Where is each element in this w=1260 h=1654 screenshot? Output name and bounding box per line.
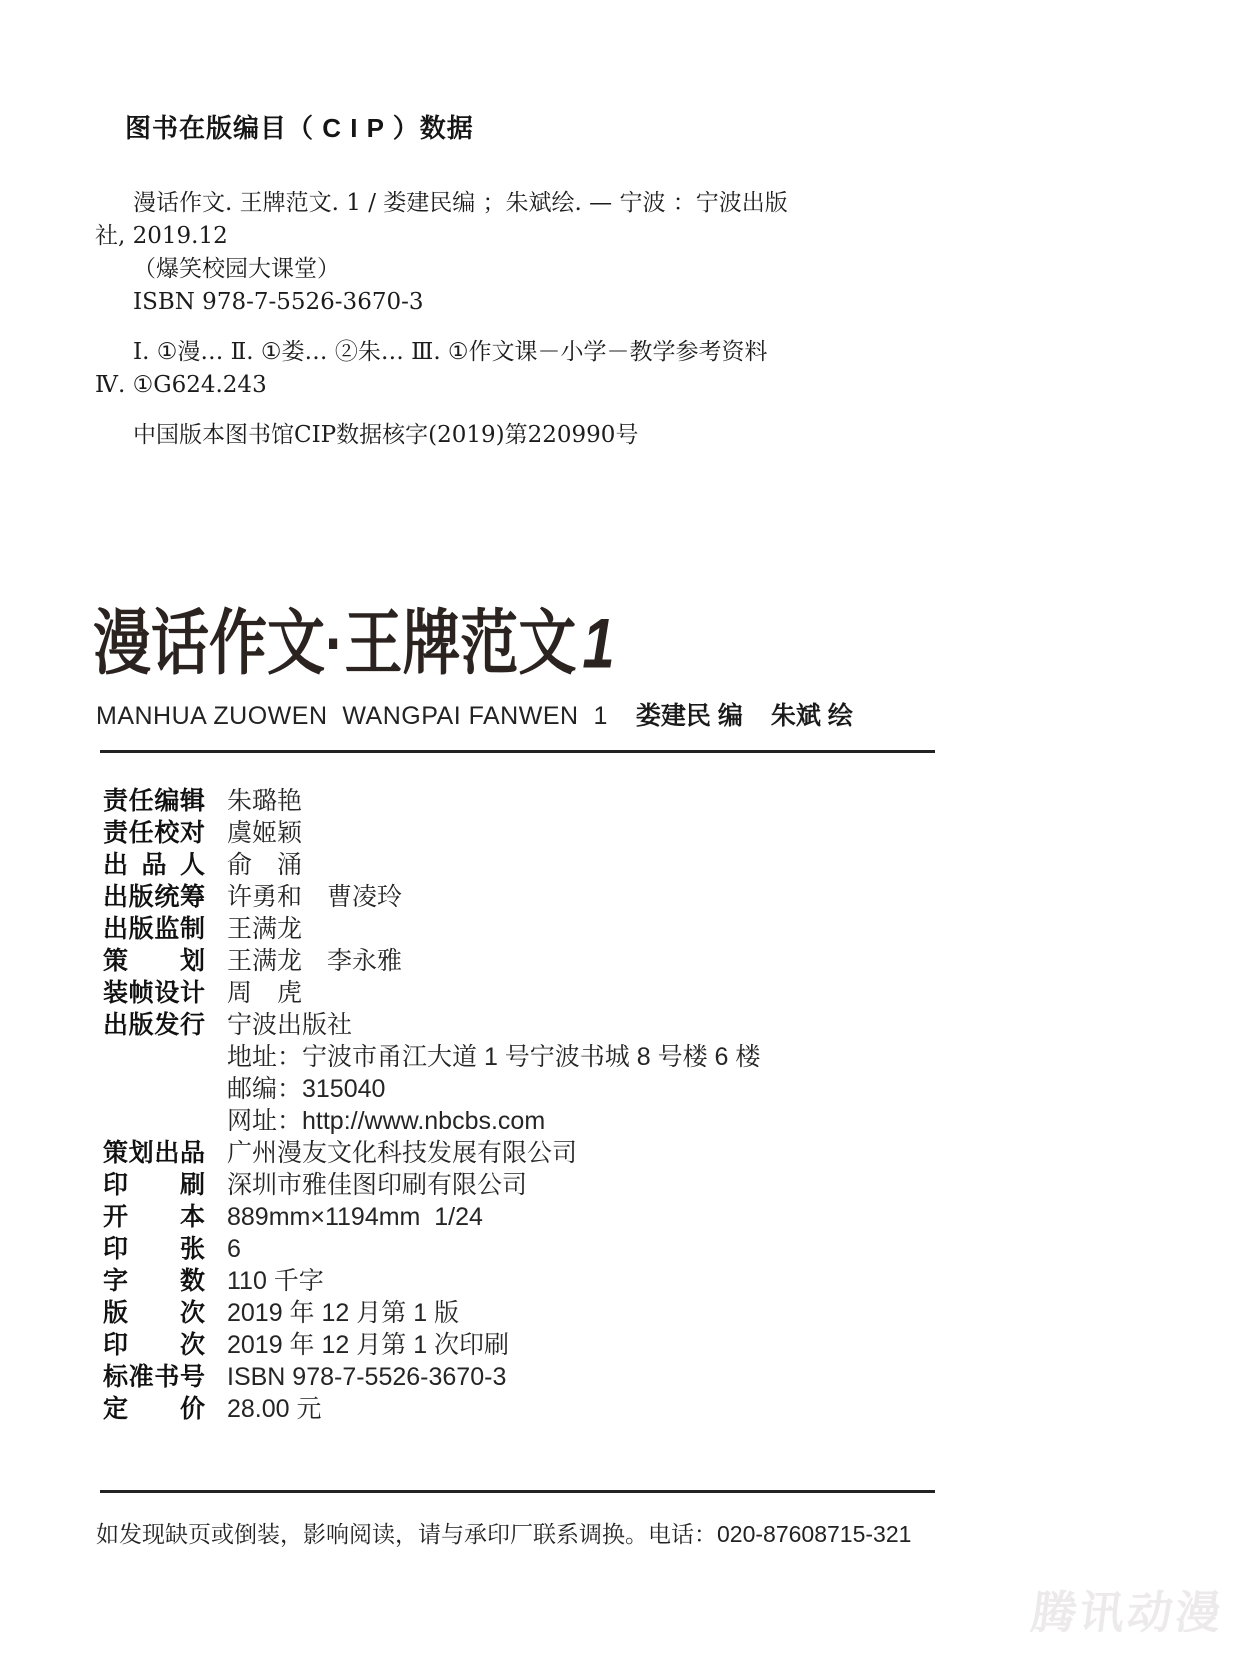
- colophon-row: [103, 785, 760, 817]
- colophon-value: 2019 年 12 月第 1 版: [227, 1299, 460, 1327]
- colophon-row: [103, 1329, 760, 1361]
- colophon-label: [103, 1073, 205, 1105]
- colophon-label: [103, 1105, 205, 1137]
- colophon-row: [103, 1393, 760, 1425]
- colophon-label: 标准书号: [103, 1363, 205, 1391]
- colophon-row: [103, 1169, 760, 1201]
- colophon-label: 定价: [103, 1395, 205, 1423]
- colophon-label: 出版监制: [103, 915, 205, 943]
- colophon-label: 策划: [103, 947, 205, 975]
- colophon-value: 王满龙 李永雅: [227, 947, 403, 975]
- colophon-label: 责任校对: [103, 819, 205, 847]
- colophon-row: [103, 913, 760, 945]
- colophon-row: [103, 1073, 760, 1105]
- colophon-row: [103, 1009, 760, 1041]
- colophon-rows: [103, 785, 760, 1425]
- colophon-label: 版次: [103, 1299, 205, 1327]
- colophon-value: 虞姬颖: [227, 819, 303, 847]
- colophon-row: [103, 1201, 760, 1233]
- editor-credit: 娄建民 编: [635, 702, 743, 730]
- colophon-value: 广州漫友文化科技发展有限公司: [227, 1139, 578, 1167]
- colophon-label: [103, 1041, 205, 1073]
- colophon-value: 邮编：315040: [227, 1075, 386, 1103]
- colophon-label: 策划出品: [103, 1139, 205, 1167]
- cip-line: Ⅰ. ①漫… Ⅱ. ①娄… ②朱… Ⅲ. ①作文课－小学－教学参考资料: [133, 339, 768, 365]
- colophon-label: 开本: [103, 1203, 205, 1231]
- colophon-label: 出品人: [103, 851, 205, 879]
- title-pinyin: MANHUA ZUOWEN WANGPAI FANWEN 1: [96, 702, 608, 730]
- cip-line: ISBN 978-7-5526-3670-3: [133, 289, 424, 315]
- colophon-row: [103, 1297, 760, 1329]
- colophon-value: 6: [227, 1235, 241, 1263]
- cip-heading: 图书在版编目（ C I P ）数据: [125, 113, 474, 143]
- cip-line: 漫话作文. 王牌范文. 1 / 娄建民编 ；朱斌绘. — 宁波 ：宁波出版: [133, 190, 788, 216]
- illustrator-credit: 朱斌 绘: [770, 702, 853, 730]
- book-title-text: 漫话作文·王牌范文: [93, 604, 577, 684]
- colophon-value: ISBN 978-7-5526-3670-3: [227, 1363, 507, 1391]
- divider-bottom: [100, 1490, 935, 1493]
- colophon-row: [103, 1041, 760, 1073]
- cip-section: [95, 112, 915, 452]
- colophon-label: 字数: [103, 1267, 205, 1295]
- colophon-value: 朱璐艳: [227, 787, 303, 815]
- colophon-row: [103, 945, 760, 977]
- cip-line: Ⅳ. ①G624.243: [95, 372, 267, 398]
- colophon-value: 地址：宁波市甬江大道 1 号宁波书城 8 号楼 6 楼: [227, 1043, 761, 1071]
- colophon-row: [103, 881, 760, 913]
- colophon-row: [103, 1361, 760, 1393]
- colophon-row: [103, 977, 760, 1009]
- colophon-value: 周 虎: [227, 979, 303, 1007]
- book-title-number: 1: [582, 604, 615, 684]
- colophon-label: 出版统筹: [103, 883, 205, 911]
- watermark-logo: 腾讯动漫: [1028, 1587, 1227, 1638]
- colophon-value: 网址：http://www.nbcbs.com: [227, 1107, 546, 1135]
- colophon-value: 110 千字: [227, 1267, 324, 1295]
- divider-top: [100, 750, 935, 753]
- cip-line: （爆笑校园大课堂）: [133, 256, 340, 282]
- colophon-label: 印刷: [103, 1171, 205, 1199]
- colophon-value: 俞 涌: [227, 851, 303, 879]
- colophon-label: 印张: [103, 1235, 205, 1263]
- colophon-value: 宁波出版社: [227, 1011, 353, 1039]
- colophon-label: 出版发行: [103, 1011, 205, 1039]
- colophon-value: 28.00 元: [227, 1395, 322, 1423]
- title-subline: [96, 696, 853, 732]
- colophon-row: [103, 849, 760, 881]
- cip-line: 中国版本图书馆CIP数据核字(2019)第220990号: [133, 422, 639, 448]
- colophon-label: 装帧设计: [103, 979, 205, 1007]
- colophon-label: 印次: [103, 1331, 205, 1359]
- colophon-value: 许勇和 曹凌玲: [227, 883, 403, 911]
- colophon-row: [103, 817, 760, 849]
- colophon-value: 深圳市雅佳图印刷有限公司: [227, 1171, 528, 1199]
- colophon-row: [103, 1265, 760, 1297]
- colophon-row: [103, 1105, 760, 1137]
- colophon-value: 2019 年 12 月第 1 次印刷: [227, 1331, 510, 1359]
- colophon-label: 责任编辑: [103, 787, 205, 815]
- colophon-row: [103, 1137, 760, 1169]
- book-title: [93, 586, 615, 688]
- colophon-value: 王满龙: [227, 915, 303, 943]
- colophon-value: 889mm×1194mm 1/24: [227, 1203, 483, 1231]
- footer-note: 如发现缺页或倒装，影响阅读，请与承印厂联系调换。电话：020-87608715-321: [96, 1521, 912, 1547]
- colophon-row: [103, 1233, 760, 1265]
- cip-line: 社, 2019.12: [95, 223, 228, 249]
